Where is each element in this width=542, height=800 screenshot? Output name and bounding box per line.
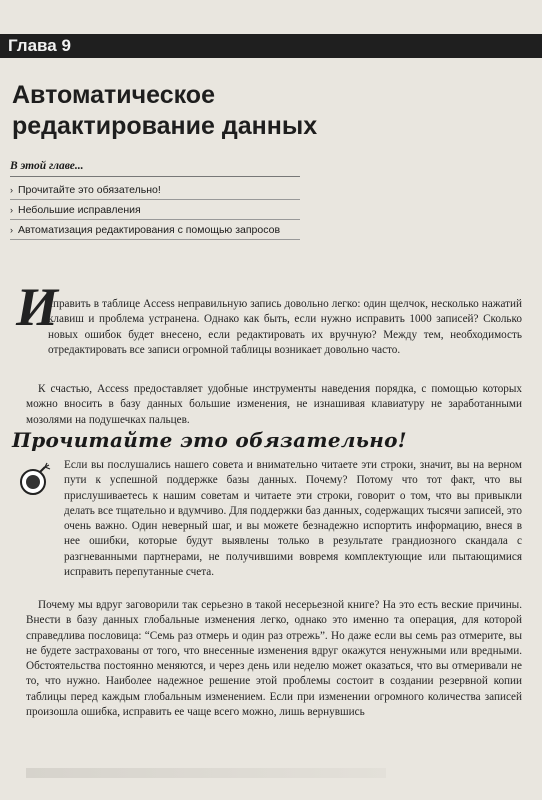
paragraph: справить в таблице Access неправильную запись довольно легко: один щелчок, несколько нажатий клавиш и проблема устранена. Однако как быть, если нужно исправить 1000 записей? Сколько новых ошибок будет внесено, если редактировать их вручную? Между тем, необходимость отредактировать все записи огромной таблицы возникает довольно часто. <box>48 298 522 356</box>
divider <box>10 176 300 177</box>
drop-cap: И <box>16 277 59 337</box>
arrow-icon: › <box>10 225 13 235</box>
arrow-icon: › <box>10 185 13 195</box>
paragraph: К счастью, Access предоставляет удобные инструменты наведения порядка, с помощью которых можно вносить в базу данных большие изменения, не изнашивая клавиатуру не заработанными мозолями на подушечках пальцев. <box>26 383 522 426</box>
arrow-icon: › <box>10 205 13 215</box>
chapter-header-bar <box>0 34 542 58</box>
warning-bomb-icon <box>16 462 52 498</box>
chapter-label: Глава 9 <box>8 36 71 55</box>
divider <box>10 199 300 200</box>
paragraph: Почему мы вдруг заговорили так серьезно в такой несерьезной книге? На это есть веские причины. Внести в базу данных глобальные изменения легко, однако это именно та операция, для которой справедлива пословица: “Семь раз отмерь и один раз отрежь”. Но даже если вы семь раз отмерите, вы не будете застрахованы от того, что внесенные изменения вдруг окажутся ненужными или вредными. Обстоятельства постоянно меняются, и через день или неделю может оказаться, что вы отмеривали не то, что нужно. Наиболее надежное решение этой проблемы состоит в создании резервной копии таблицы перед каждым глобальным изменением. Если при изменении огромного количества записей произошла ошибка, исправить ее чаще всего можно, лишь вернувшись <box>26 599 522 719</box>
section-heading: Прочитайте это обязательно! <box>12 428 407 452</box>
contents-item: › Небольшие исправления <box>10 202 300 218</box>
in-this-chapter-label: В этой главе... <box>10 160 84 172</box>
contents-item: › Прочитайте это обязательно! <box>10 182 300 198</box>
paragraph: Если вы послушались нашего совета и внимательно читаете эти строки, значит, вы на верном пути к успешной поддержке базы данных. Почему? Потому что тот факт, что вы прислушиваетесь к нашим советам и читаете эти строки, говорит о том, что вы привыкли делать все тщательно и вдумчиво. Для поддержки баз данных, содержащих тысячи записей, это очень важно. Один неверный шаг, и вы можете безнадежно испортить информацию, внеся в нее ошибки, которые будут выявлены только в результате грандиозного скандала с разгневанными партнерами, не получившими вовремя комплектующие или пытающимися исправить перепутанные счета. <box>64 459 522 579</box>
faded-text-line <box>26 768 386 778</box>
contents-item: › Автоматизация редактирования с помощью запросов <box>10 222 300 238</box>
divider <box>10 219 300 220</box>
chapter-contents-list <box>10 182 300 242</box>
divider <box>10 239 300 240</box>
chapter-title: Автоматическое редактирование данных <box>12 81 318 140</box>
